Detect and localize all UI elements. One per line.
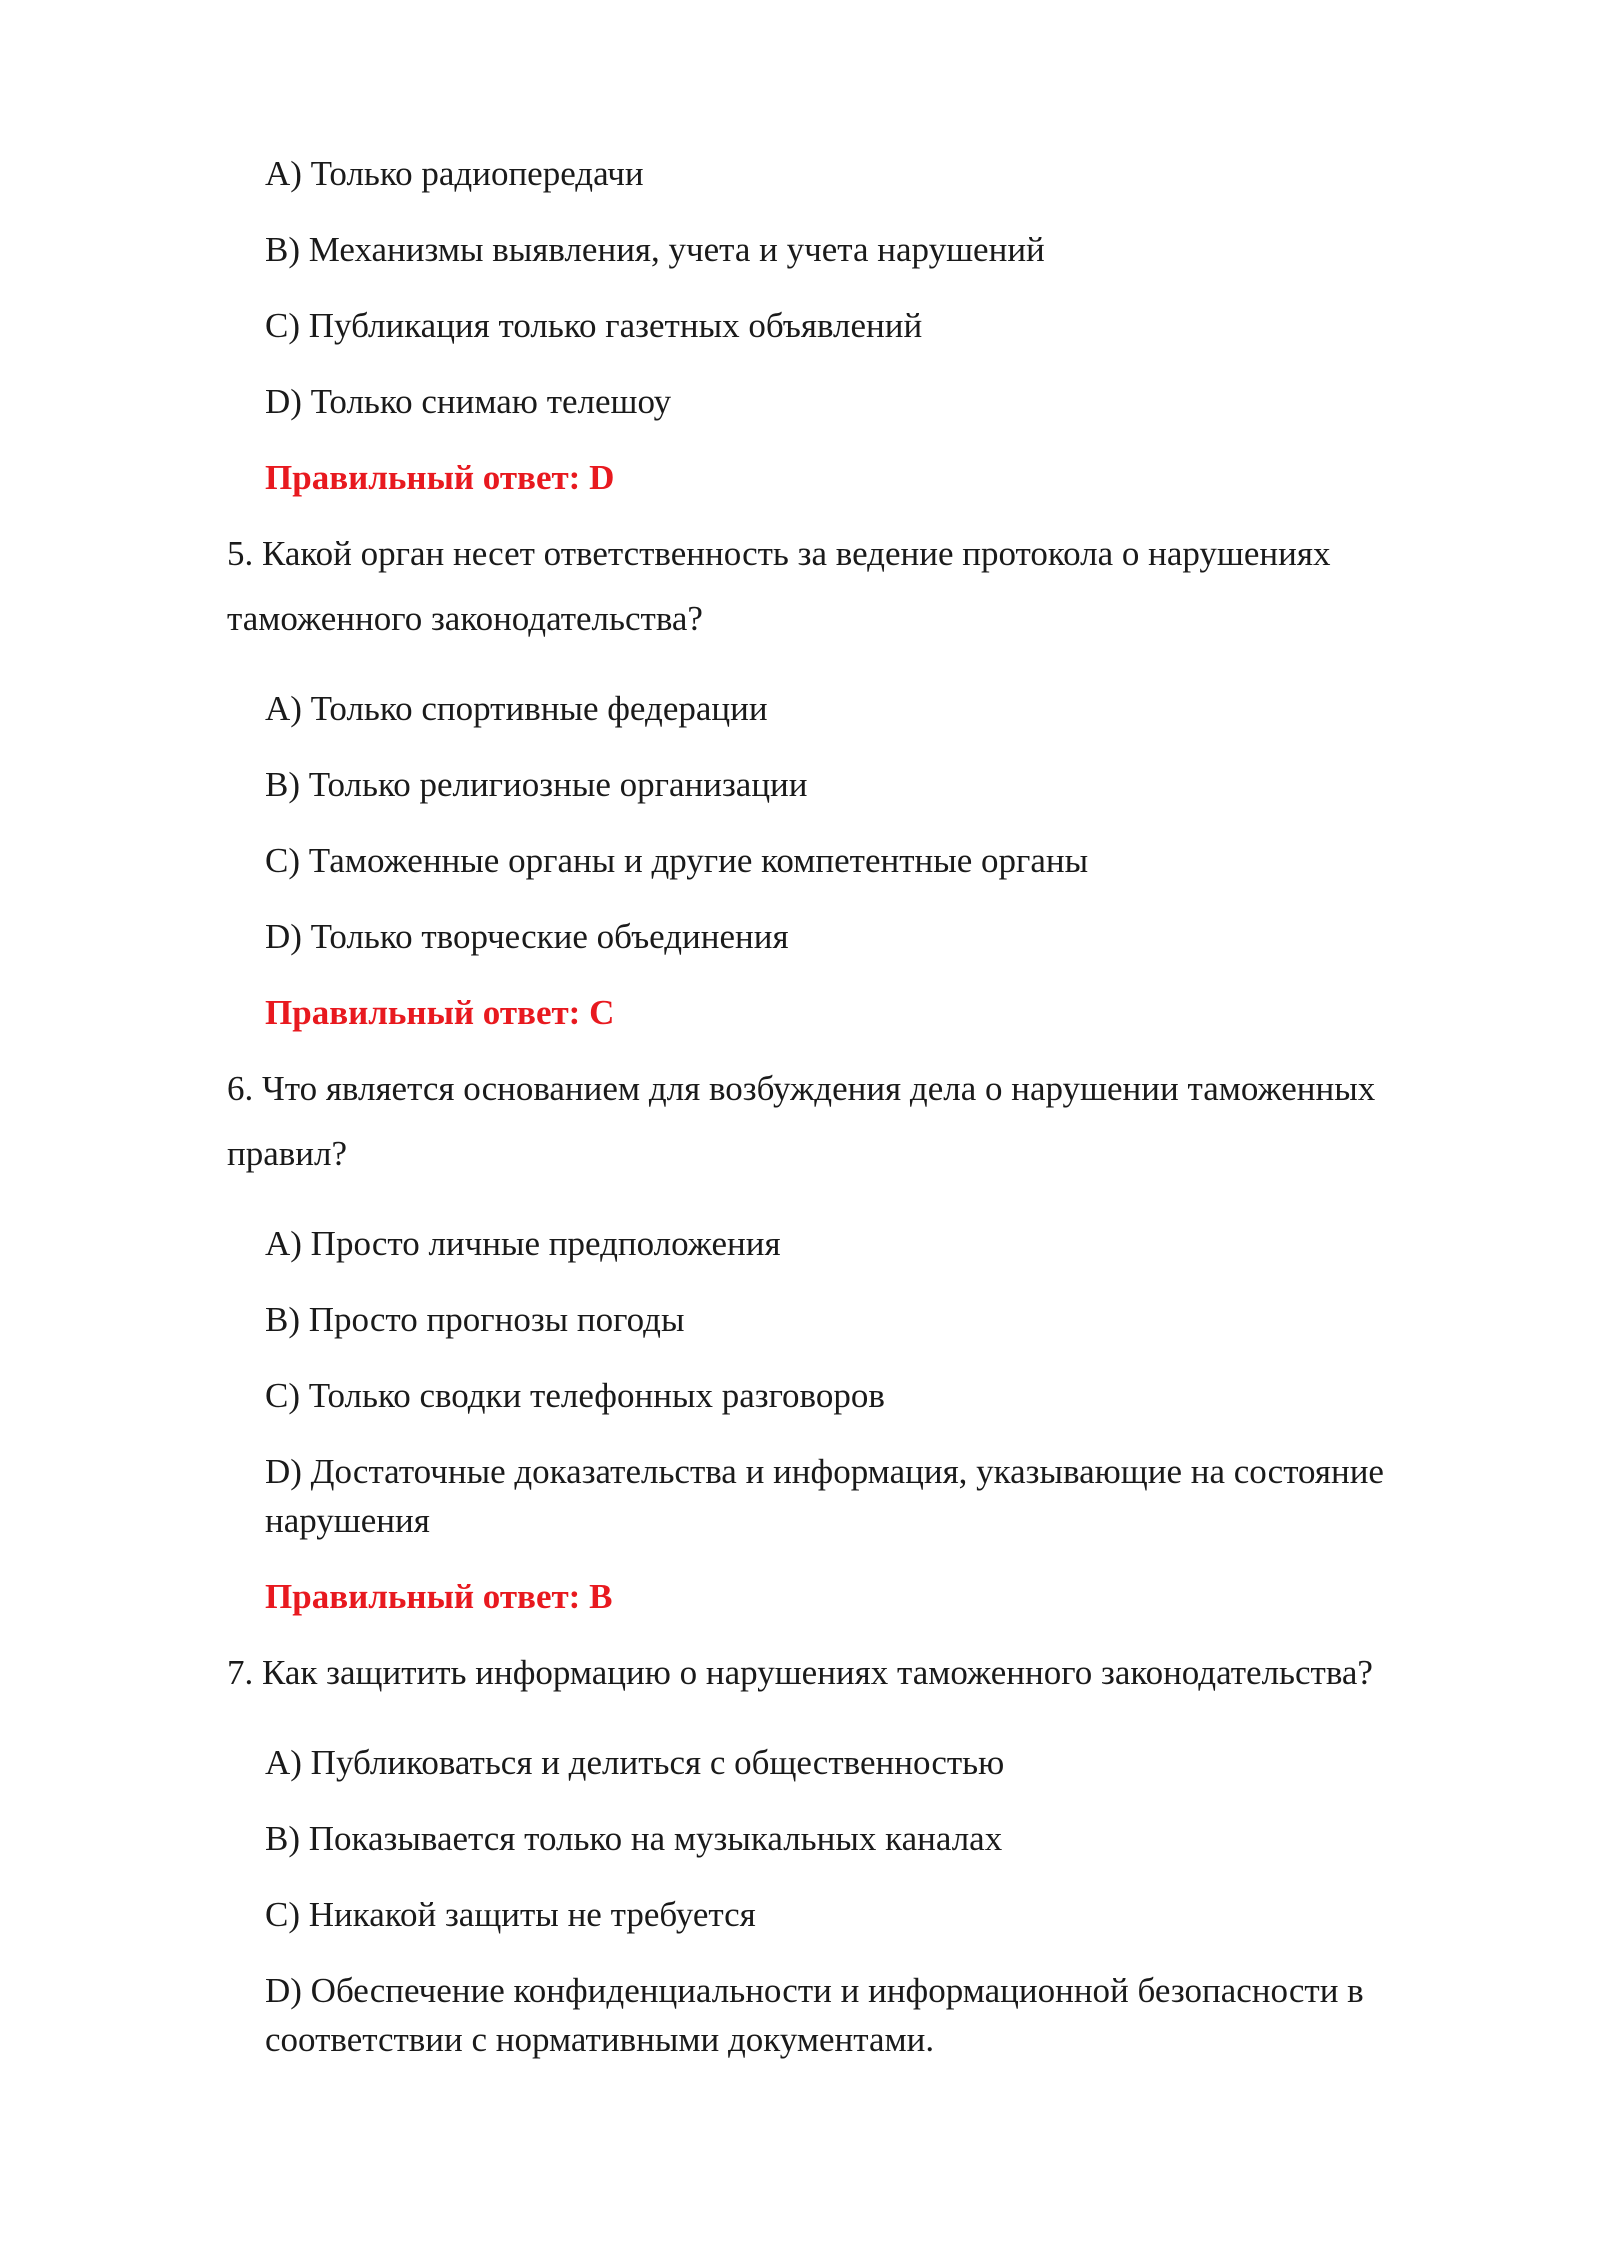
question-7: 7. Как защитить информацию о нарушениях таможенного законодательства? bbox=[227, 1653, 1373, 1692]
q7-option-c: C) Никакой защиты не требуется bbox=[265, 1895, 756, 1934]
option-a: A) Только радиопередачи bbox=[265, 154, 644, 193]
q7-option-d-line-1: D) Обеспечение конфиденциальности и информационной безопасности в bbox=[265, 1971, 1364, 2010]
q5-correct-answer: Правильный ответ: C bbox=[265, 993, 615, 1032]
q5-option-a: A) Только спортивные федерации bbox=[265, 689, 768, 728]
q5-option-c: C) Таможенные органы и другие компетентные органы bbox=[265, 841, 1089, 880]
correct-answer: Правильный ответ: D bbox=[265, 458, 615, 497]
q5-option-b: B) Только религиозные организации bbox=[265, 765, 808, 804]
question-6-line-1: 6. Что является основанием для возбуждения дела о нарушении таможенных bbox=[227, 1069, 1376, 1108]
q6-option-b: B) Просто прогнозы погоды bbox=[265, 1300, 685, 1339]
q6-correct-answer: Правильный ответ: B bbox=[265, 1577, 613, 1616]
option-b: B) Механизмы выявления, учета и учета нарушений bbox=[265, 230, 1045, 269]
q7-option-d-line-2: соответствии с нормативными документами. bbox=[265, 2020, 935, 2059]
option-d: D) Только снимаю телешоу bbox=[265, 382, 672, 421]
q5-option-d: D) Только творческие объединения bbox=[265, 917, 789, 956]
option-c: C) Публикация только газетных объявлений bbox=[265, 306, 923, 345]
q6-option-a: A) Просто личные предположения bbox=[265, 1224, 781, 1263]
question-6-line-2: правил? bbox=[227, 1134, 348, 1173]
q7-option-a: A) Публиковаться и делиться с общественностью bbox=[265, 1743, 1005, 1782]
q6-option-c: C) Только сводки телефонных разговоров bbox=[265, 1376, 885, 1415]
question-5-line-2: таможенного законодательства? bbox=[227, 599, 703, 638]
q7-option-b: B) Показывается только на музыкальных каналах bbox=[265, 1819, 1003, 1858]
q6-option-d-line-1: D) Достаточные доказательства и информация, указывающие на состояние bbox=[265, 1452, 1384, 1491]
question-5-line-1: 5. Какой орган несет ответственность за ведение протокола о нарушениях bbox=[227, 534, 1331, 573]
q6-option-d-line-2: нарушения bbox=[265, 1501, 430, 1540]
